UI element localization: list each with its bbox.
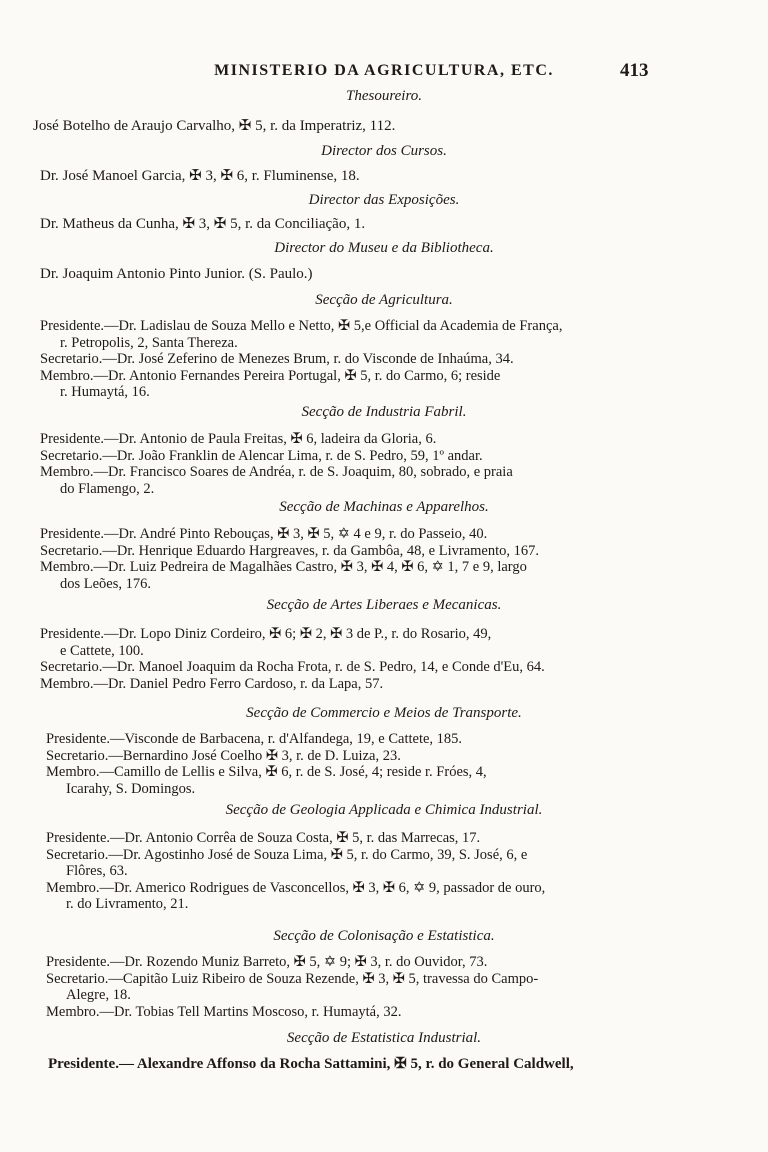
page-number: 413 (620, 60, 649, 81)
heading-director-exposicoes: Director das Exposições. (308, 192, 460, 208)
presidente-line: Presidente.—Dr. André Pinto Rebouças, ✠ 3, ✠ 5, ✡ 4 e 9, r. do Passeio, 40. (40, 526, 488, 542)
secretario-cont: Flôres, 63. (66, 863, 128, 879)
entry-thesoureiro: José Botelho de Araujo Carvalho, ✠ 5, r. da Imperatriz, 112. (33, 118, 396, 134)
heading-artes: Secção de Artes Liberaes e Mecanicas. (266, 597, 502, 613)
presidente-cont: e Cattete, 100. (60, 642, 144, 659)
secretario-line: Secretario.—Dr. José Zeferino de Menezes Brum, r. do Visconde de Inhaúma, 34. (40, 351, 514, 367)
heading-director-museu: Director do Museu e da Bibliotheca. (274, 240, 494, 256)
secretario-line: Secretario.—Capitão Luiz Ribeiro de Souza Rezende, ✠ 3, ✠ 5, travessa do Campo- (46, 970, 539, 987)
presidente-line: Presidente.—Visconde de Barbacena, r. d'Alfandega, 19, e Cattete, 185. (46, 731, 463, 747)
entry-director-exposicoes: Dr. Matheus da Cunha, ✠ 3, ✠ 5, r. da Conciliação, 1. (40, 216, 366, 232)
entry-estatistica-presidente: Presidente.— Alexandre Affonso da Rocha Sattamini, ✠ 5, r. do General Caldwell, (48, 1056, 574, 1072)
heading-colonisacao: Secção de Colonisação e Estatistica. (273, 928, 495, 944)
entry-director-cursos: Dr. José Manoel Garcia, ✠ 3, ✠ 6, r. Fluminense, 18. (40, 168, 360, 184)
section-geologia (46, 830, 545, 913)
membro-cont: r. do Livramento, 21. (66, 896, 189, 912)
secretario-line: Secretario.—Dr. Manoel Joaquim da Rocha Frota, r. de S. Pedro, 14, e Conde d'Eu, 64. (40, 659, 545, 675)
section-colonisacao (46, 954, 538, 1020)
secretario-line: Secretario.—Dr. Henrique Eduardo Hargreaves, r. da Gambôa, 48, e Livramento, 167. (40, 542, 540, 559)
presidente-line: Presidente.—Dr. Rozendo Muniz Barreto, ✠ 5, ✡ 9; ✠ 3, r. do Ouvidor, 73. (46, 954, 488, 970)
secretario-line: Secretario.—Dr. Agostinho José de Souza Lima, ✠ 5, r. do Carmo, 39, S. José, 6, e (46, 846, 528, 863)
presidente-line: Presidente.—Dr. Ladislau de Souza Mello e Netto, ✠ 5,e Official da Academia de França, (40, 318, 563, 334)
presidente-cont: r. Petropolis, 2, Santa Thereza. (60, 334, 238, 351)
membro-cont: r. Humaytá, 16. (60, 384, 150, 400)
membro-line: Membro.—Dr. Francisco Soares de Andréa, r. de S. Joaquim, 80, sobrado, e praia (40, 464, 513, 480)
secretario-line: Secretario.—Dr. João Franklin de Alencar Lima, r. de S. Pedro, 59, 1º andar. (40, 447, 483, 464)
heading-agricultura: Secção de Agricultura. (315, 292, 453, 308)
heading-director-cursos: Director dos Cursos. (321, 143, 447, 159)
section-artes (40, 626, 545, 692)
page-header-title: MINISTERIO DA AGRICULTURA, ETC. (214, 62, 554, 79)
section-commercio (46, 731, 487, 797)
heading-estatistica-industrial: Secção de Estatistica Industrial. (286, 1030, 482, 1046)
heading-commercio: Secção de Commercio e Meios de Transporte. (246, 705, 522, 721)
heading-thesoureiro: Thesoureiro. (346, 88, 422, 104)
heading-machinas: Secção de Machinas e Apparelhos. (279, 499, 489, 515)
membro-line: Membro.—Dr. Antonio Fernandes Pereira Portugal, ✠ 5, r. do Carmo, 6; reside (40, 367, 501, 384)
membro-line: Membro.—Camillo de Lellis e Silva, ✠ 6, r. de S. José, 4; reside r. Fróes, 4, (46, 764, 487, 780)
heading-industria: Secção de Industria Fabril. (301, 404, 467, 420)
membro-line: Membro.—Dr. Daniel Pedro Ferro Cardoso, r. da Lapa, 57. (40, 675, 384, 692)
membro-cont: Icarahy, S. Domingos. (66, 780, 196, 797)
presidente-line: Presidente.—Dr. Antonio Corrêa de Souza Costa, ✠ 5, r. das Marrecas, 17. (46, 830, 481, 846)
presidente-line: Presidente.—Dr. Antonio de Paula Freitas, ✠ 6, ladeira da Gloria, 6. (40, 431, 437, 447)
membro-cont: do Flamengo, 2. (60, 480, 155, 497)
section-industria (40, 431, 513, 497)
heading-geologia: Secção de Geologia Applicada e Chimica Industrial. (225, 802, 543, 818)
entry-director-museu: Dr. Joaquim Antonio Pinto Junior. (S. Paulo.) (40, 266, 313, 282)
membro-line: Membro.—Dr. Americo Rodrigues de Vasconcellos, ✠ 3, ✠ 6, ✡ 9, passador de ouro, (46, 879, 546, 896)
secretario-cont: Alegre, 18. (66, 987, 131, 1003)
membro-cont: dos Leões, 176. (60, 575, 152, 592)
section-agricultura (40, 318, 562, 401)
membro-line: Membro.—Dr. Luiz Pedreira de Magalhães Castro, ✠ 3, ✠ 4, ✠ 6, ✡ 1, 7 e 9, largo (40, 559, 527, 575)
presidente-line: Presidente.—Dr. Lopo Diniz Cordeiro, ✠ 6; ✠ 2, ✠ 3 de P., r. do Rosario, 49, (40, 626, 492, 642)
section-machinas (40, 526, 539, 592)
secretario-line: Secretario.—Bernardino José Coelho ✠ 3, r. de D. Luiza, 23. (46, 747, 401, 764)
membro-line: Membro.—Dr. Tobias Tell Martins Moscoso, r. Humaytá, 32. (46, 1003, 402, 1020)
